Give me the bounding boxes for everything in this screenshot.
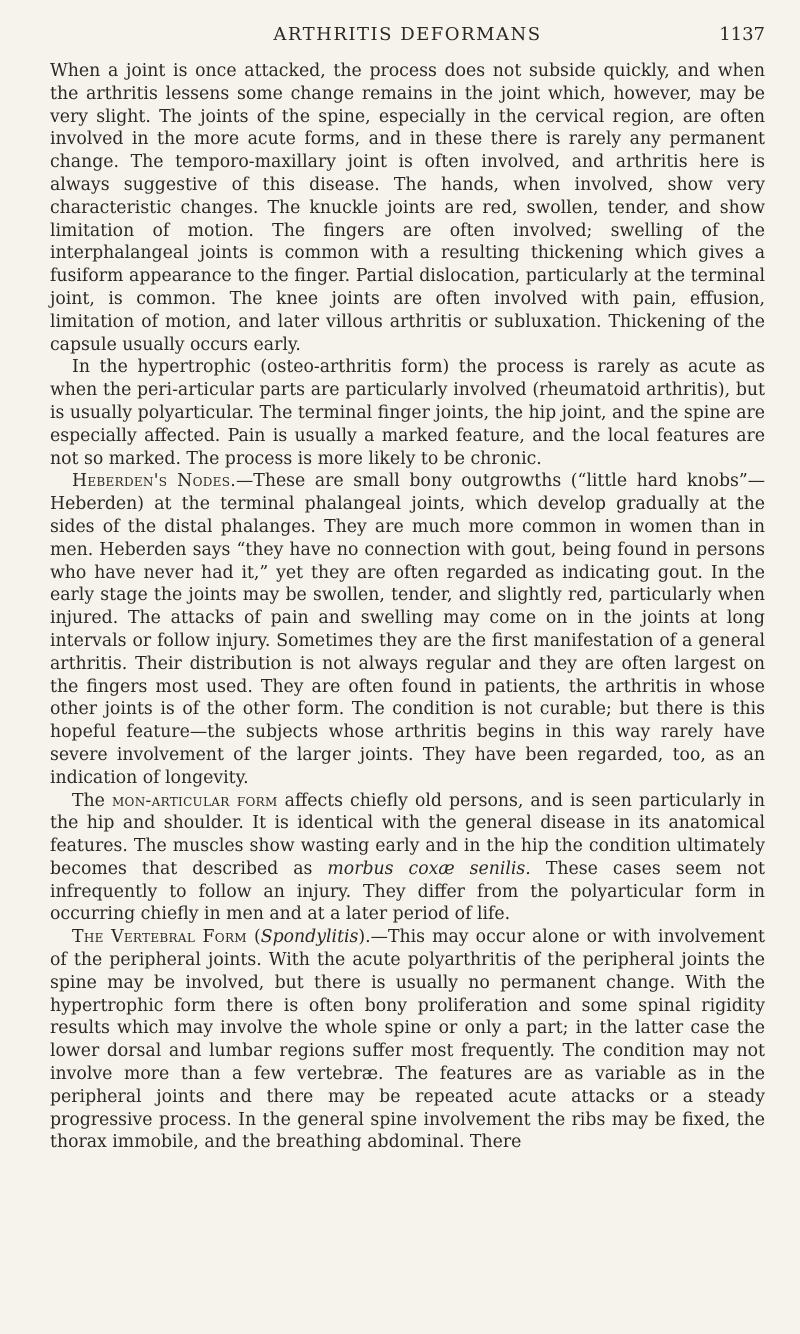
paragraph-heberdens-nodes: [50, 470, 765, 789]
paragraph-text: In the hypertrophic (osteo-arthritis form) the process is rarely as acute as when the peri-articular parts are particularly involved (rheumatoid arthritis), but is usually polyarticular. The terminal finger joints, the hip joint, and the spine are especially affected. Pain is usually a marked feature, and the local features are not so marked. The process is more likely to be chronic.: [50, 357, 765, 469]
running-head: [50, 20, 765, 50]
paragraph-hypertrophic-form: [50, 356, 765, 470]
term-monarticular-form: mon-articular form: [111, 790, 278, 811]
term-morbus-coxae-senilis: morbus coxæ senilis.: [327, 858, 531, 879]
paragraph-text: —These are small bony outgrowths (“little hard knobs”—Heberden) at the terminal phalangeal joints, which develop gradually at the sides of the distal phalanges. They are much more common in women than in men. Heberden says “they have no connection with gout, being found in persons who have never had it,” yet they are often regarded as indicating gout. In the early stage the joints may be swollen, tender, and slightly red, particularly when injured. The attacks of pain and swelling may come on in the joints at long intervals or follow injury. Sometimes they are the first manifestation of a general arthritis. Their distribution is not always regular and they are often largest on the fingers most used. They are often found in patients, the arthritis in whose other joints is of the other form. The condition is not curable; but there is this hopeful feature—the subjects whose arthritis begins in this way rarely have severe involvement of the larger joints. They have been regarded, too, as an indication of longevity.: [50, 471, 765, 788]
paragraph-joint-changes: [50, 60, 765, 356]
section-heading-vertebral-form: The Vertebral Form: [72, 927, 247, 948]
body-text: [50, 60, 765, 1154]
page-number: 1137: [719, 24, 765, 45]
paren-open: (: [246, 927, 261, 948]
running-head-title: ARTHRITIS DEFORMANS: [273, 24, 542, 45]
paragraph-text: When a joint is once attacked, the process does not subside quickly, and when the arthritis lessens some change remains in the joint which, however, may be very slight. The joints of the spine, especially in the cervical region, are often involved in the more acute forms, and in these there is rarely any permanent change. The temporo-maxillary joint is often involved, and arthritis here is always suggestive of this disease. The hands, when involved, show very characteristic changes. The knuckle joints are red, swollen, tender, and show limitation of motion. The fingers are often involved; swelling of the interphalangeal joints is common with a resulting thickening which gives a fusiform appearance to the finger. Partial dislocation, particularly at the terminal joint, is common. The knee joints are often involved with pain, effusion, limitation of motion, and later villous arthritis or subluxation. Thickening of the capsule usually occurs early.: [50, 61, 765, 355]
section-heading-heberdens-nodes: Heberden's Nodes.: [72, 471, 237, 492]
paragraph-lead: The: [72, 790, 112, 811]
paragraph-vertebral-form: [50, 926, 765, 1154]
paragraph-monarticular-form: [50, 790, 765, 927]
paragraph-text: —This may occur alone or with involvement of the peripheral joints. With the acute polyarthritis of the peripheral joints the spine may be involved, but there is usually no permanent change. With the hypertrophic form there is often bony proliferation and some spinal rigidity results which may involve the whole spine or only a part; in the latter case the lower dorsal and lumbar regions suffer most frequently. The condition may not involve more than a few vertebræ. The features are as variable as in the peripheral joints and there may be repeated acute attacks or a steady progressive process. In the general spine involvement the ribs may be fixed, the thorax immobile, and the breathing abdominal. There: [50, 927, 766, 1153]
term-spondylitis: Spondylitis: [260, 927, 359, 948]
paragraph-text: affects chiefly old persons, and is seen particularly in the hip and shoulder. It is identical with the general disease in its anatomical features. The muscles show wasting early and in the hip the condition ultimately becomes that described as: [50, 790, 765, 879]
paren-close: ).: [358, 927, 371, 948]
paragraph-text: These cases seem not infrequently to follow an injury. They differ from the polyarticular form in occurring chiefly in men and at a later period of life.: [50, 858, 766, 925]
